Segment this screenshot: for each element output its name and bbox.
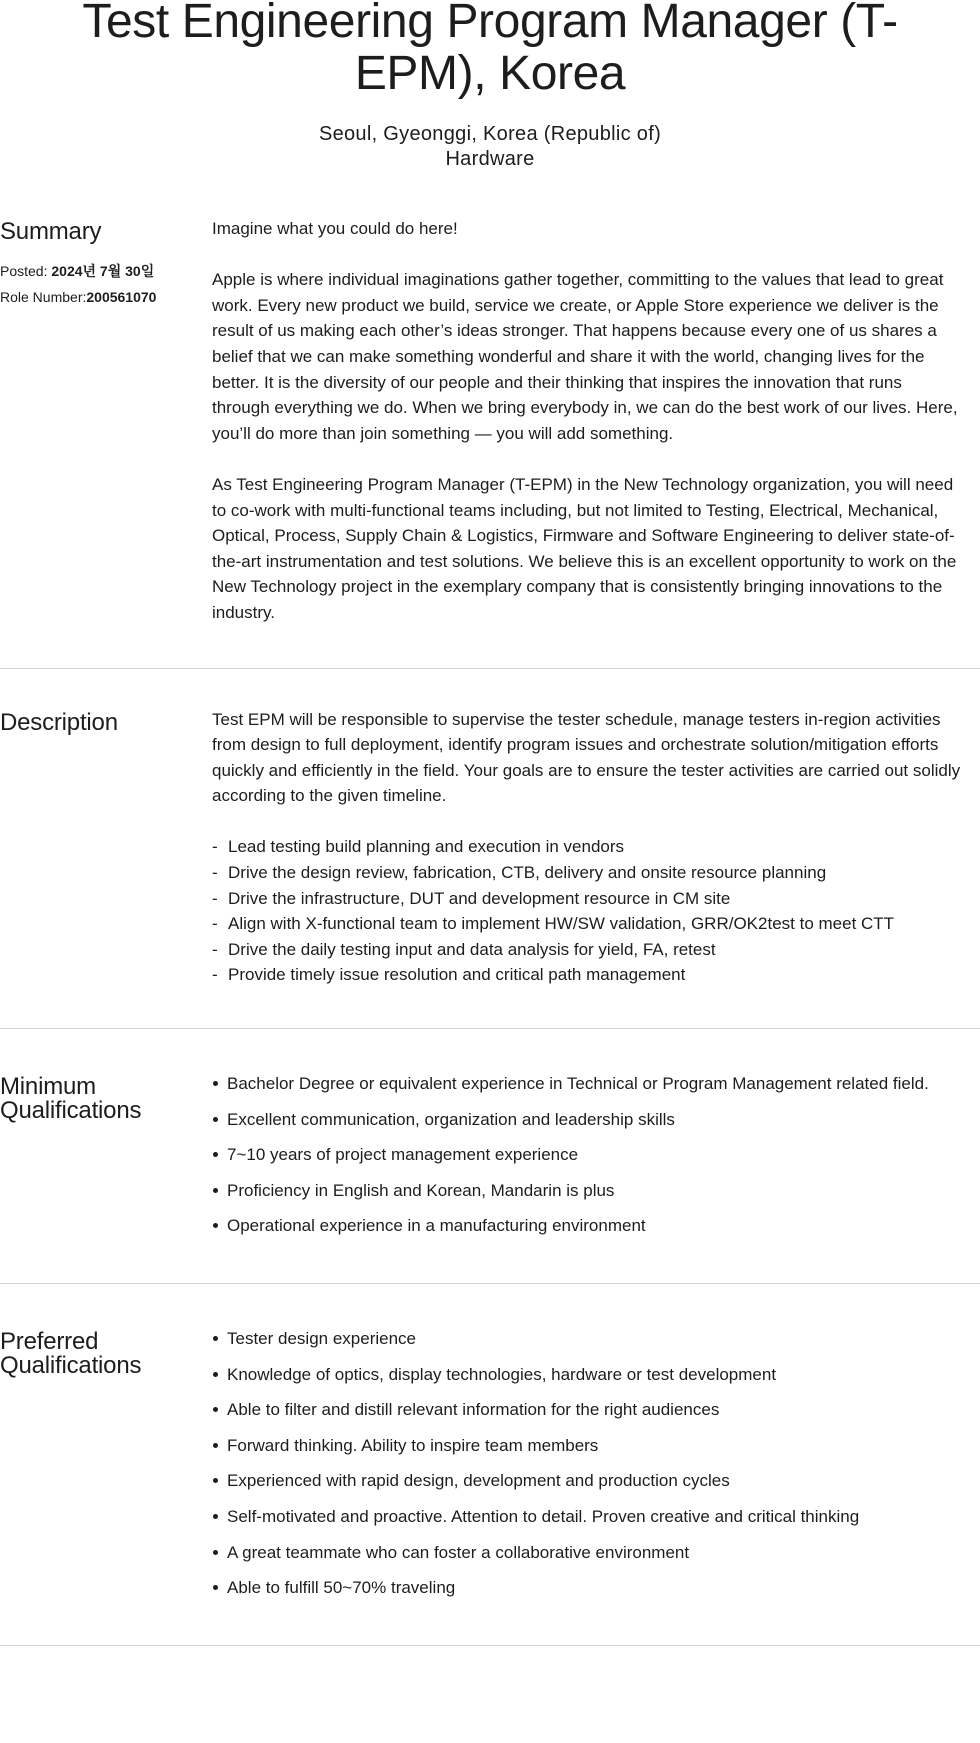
list-item-text: Align with X-functional team to implement HW/SW validation, GRR/OK2test to meet CTT: [228, 914, 895, 934]
posted-value: 2024년 7월 30일: [51, 263, 155, 279]
list-item-text: Able to filter and distill relevant information for the right audiences: [227, 1400, 720, 1420]
dash-marker: -: [212, 914, 218, 934]
role-label: Role Number:: [0, 289, 87, 305]
role-number: [0, 284, 212, 310]
job-header: [0, 0, 980, 172]
preferred-qualifications-heading: [0, 1330, 212, 1378]
minimum-qualifications-list: [212, 1071, 962, 1239]
list-item-text: Proficiency in English and Korean, Mandarin is plus: [227, 1180, 615, 1200]
list-item-text: Operational experience in a manufacturing environment: [227, 1216, 646, 1236]
list-item: [212, 962, 962, 988]
list-item-text: Experienced with rapid design, development and production cycles: [227, 1471, 730, 1491]
list-item-text: Self-motivated and proactive. Attention to detail. Proven creative and critical thinking: [227, 1506, 860, 1526]
job-team: Hardware: [445, 148, 535, 170]
description-section: [0, 669, 980, 1030]
preferred-qualifications-body: [212, 1326, 962, 1601]
list-item-text: Tester design experience: [227, 1329, 417, 1348]
list-item: [212, 1362, 962, 1388]
posted-label: Posted:: [0, 263, 52, 279]
dash-marker: -: [212, 837, 218, 857]
bullet-icon: [212, 1433, 227, 1459]
list-item-text: Able to fulfill 50~70% traveling: [227, 1578, 456, 1598]
bullet-icon: [212, 1504, 227, 1530]
list-item: [212, 1504, 962, 1530]
bullet-icon: [212, 1107, 227, 1133]
list-item-text: Bachelor Degree or equivalent experience in Technical or Program Management related field.: [227, 1074, 929, 1094]
summary-paragraph: As Test Engineering Program Manager (T-EPM) in the New Technology organization, you will need to co-work with multi-functional teams including, but not limited to Testing, Electrical, Mechanical, Optical, Process, Supply Chain & Logistics, Firmware and Software Engineering to deliver state-of-the-art instrumentation and test solutions. We believe this is an excellent opportunity to work on the New Technology project in the exemplary company that is consistently bringing innovations to the industry.: [212, 474, 957, 622]
preferred-qualifications-sidebar: [0, 1326, 212, 1601]
summary-paragraph: Imagine what you could do here!: [212, 219, 458, 238]
list-item: [212, 1107, 962, 1133]
list-item-text: Drive the infrastructure, DUT and development resource in CM site: [228, 888, 731, 908]
list-item: [212, 860, 962, 886]
job-meta: [0, 258, 212, 310]
list-item: [212, 834, 962, 860]
bullet-icon: [212, 1213, 227, 1239]
heading-line: Qualifications: [0, 1097, 142, 1125]
dash-marker: -: [212, 863, 218, 883]
responsibilities-list: [212, 834, 962, 988]
bullet-icon: [212, 1142, 227, 1168]
bullet-icon: [212, 1362, 227, 1388]
job-title: Test Engineering Program Manager (T-EPM), Korea: [82, 0, 898, 100]
summary-heading: Summary: [0, 218, 102, 245]
preferred-qualifications-section: [0, 1284, 980, 1646]
posted-date: [0, 258, 212, 284]
list-item-text: Excellent communication, organization and leadership skills: [227, 1109, 675, 1129]
list-item: [212, 1397, 962, 1423]
list-item: [212, 937, 962, 963]
list-item: [212, 1213, 962, 1239]
heading-line: Qualifications: [0, 1352, 142, 1379]
list-item-text: Drive the daily testing input and data analysis for yield, FA, retest: [228, 939, 716, 959]
list-item: [212, 1575, 962, 1601]
minimum-qualifications-body: [212, 1071, 962, 1239]
role-value: 200561070: [86, 289, 157, 305]
preferred-qualifications-list: [212, 1326, 962, 1601]
list-item: [212, 911, 962, 937]
summary-body: [212, 216, 962, 626]
summary-paragraph: Apple is where individual imaginations gather together, committing to the values that lead to great work. Every new product we build, service we create, or Apple Store experience we deliver is the result of us making each other’s ideas stronger. That happens because every one of us shares a belief that we can make something wonderful and share it with the world, changing lives for the better. It is the diversity of our people and their thinking that inspires the innovation that runs through everything we do. When we bring everybody in, we can do the best work of our lives. Here, you’ll do more than join something — you will add something.: [212, 270, 958, 443]
list-item-text: A great teammate who can foster a collaborative environment: [227, 1542, 690, 1562]
bullet-icon: [212, 1468, 227, 1494]
list-item: [212, 1468, 962, 1494]
list-item-text: Lead testing build planning and execution in vendors: [228, 837, 625, 857]
description-body: [212, 707, 962, 989]
list-item: [212, 1326, 962, 1352]
heading-line: Minimum: [0, 1073, 96, 1101]
bullet-icon: [212, 1540, 227, 1566]
minimum-qualifications-sidebar: [0, 1071, 212, 1239]
dash-marker: -: [212, 965, 218, 985]
minimum-qualifications-section: [0, 1029, 980, 1284]
bullet-icon: [212, 1178, 227, 1204]
minimum-qualifications-heading: [0, 1075, 212, 1123]
heading-line: Preferred: [0, 1328, 99, 1355]
bullet-icon: [212, 1326, 227, 1352]
list-item-text: Provide timely issue resolution and critical path management: [228, 965, 686, 985]
list-item-text: Forward thinking. Ability to inspire team members: [227, 1435, 599, 1455]
list-item-text: Knowledge of optics, display technologies, hardware or test development: [227, 1364, 777, 1384]
job-location: Seoul, Gyeonggi, Korea (Republic of): [318, 123, 662, 145]
bullet-icon: [212, 1397, 227, 1423]
description-sidebar: [0, 707, 212, 989]
dash-marker: -: [212, 888, 218, 908]
summary-section: [0, 216, 980, 669]
summary-sidebar: [0, 216, 212, 626]
bullet-icon: [212, 1575, 227, 1601]
list-item: [212, 1433, 962, 1459]
description-intro: Test EPM will be responsible to supervise the tester schedule, manage testers in-region activities from design to full deployment, identify program issues and orchestrate solution/mitigation efforts quickly and efficiently in the field. Your goals are to ensure the tester activities are carried out solidly according to the given timeline.: [212, 709, 961, 806]
list-item: [212, 886, 962, 912]
list-item: [212, 1071, 962, 1097]
bullet-icon: [212, 1071, 227, 1097]
list-item: [212, 1142, 962, 1168]
list-item-text: Drive the design review, fabrication, CTB, delivery and onsite resource planning: [228, 863, 827, 883]
description-heading: Description: [0, 708, 118, 736]
list-item: [212, 1540, 962, 1566]
dash-marker: -: [212, 939, 218, 959]
list-item: [212, 1178, 962, 1204]
list-item-text: 7~10 years of project management experience: [227, 1145, 579, 1165]
